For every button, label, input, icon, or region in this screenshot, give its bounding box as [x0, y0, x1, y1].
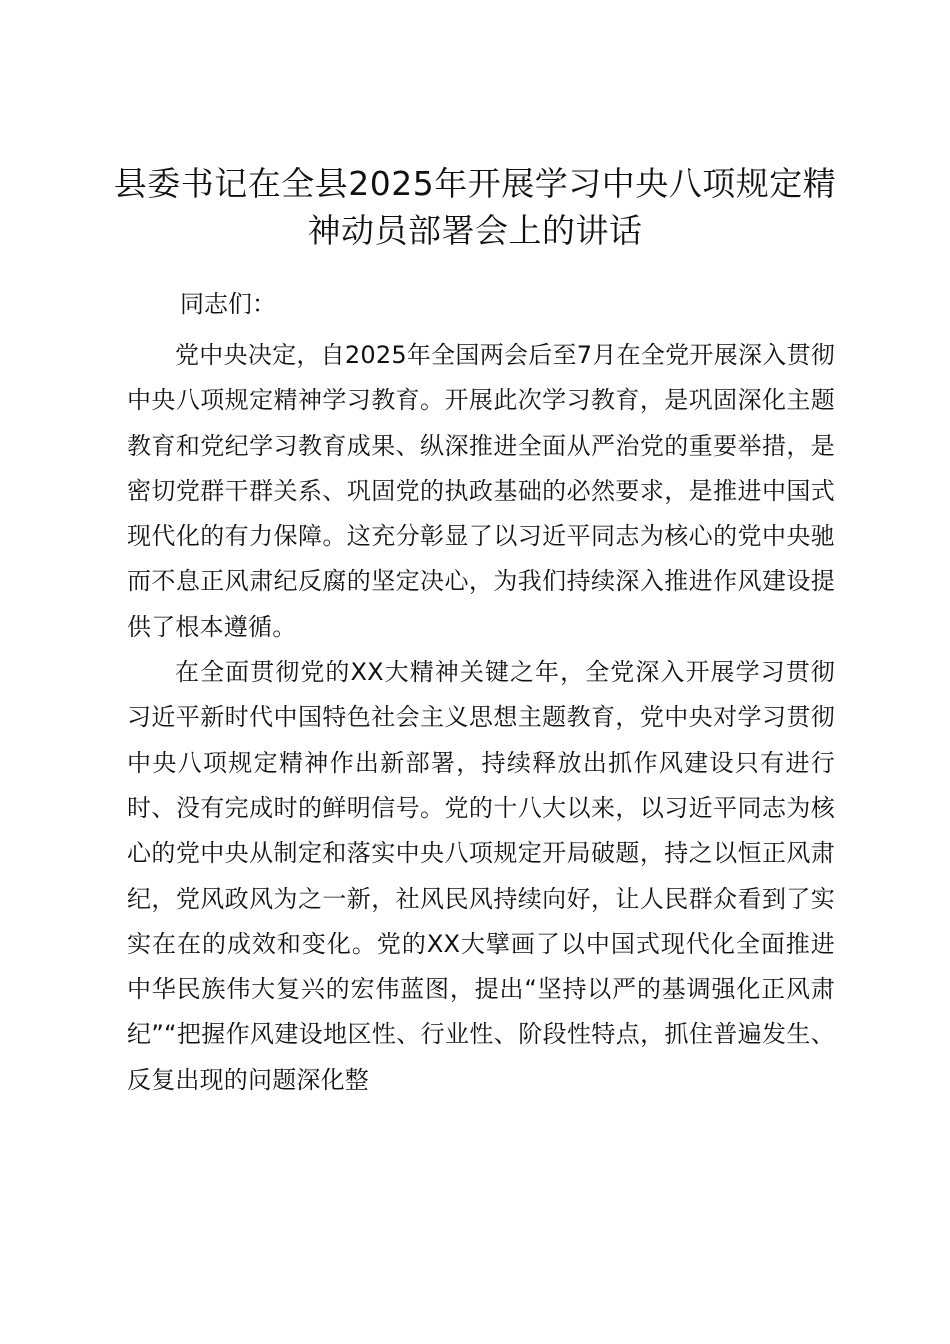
paragraph-1: 党中央决定，自2025年全国两会后至7月在全党开展深入贯彻中央八项规定精神学习教育。开展此次学习教育，是巩固深化主题教育和党纪学习教育成果、纵深推进全面从严治党的重要举措，是密切党群干群关系、巩固党的执政基础的必然要求，是推进中国式现代化的有力保障。这充分彰显了以习近平同志为核心的党中央驰而不息正风肃纪反腐的坚定决心，为我们持续深入推进作风建设提供了根本遵循。: [127, 341, 835, 641]
document-title: 县委书记在全县2025年开展学习中央八项规定精神动员部署会上的讲话: [113, 164, 837, 250]
salutation: 同志们：: [180, 290, 276, 318]
document-body: [127, 333, 835, 1103]
paragraph-2: 在全面贯彻党的XX大精神关键之年，全党深入开展学习贯彻习近平新时代中国特色社会主义思想主题教育，党中央对学习贯彻中央八项规定精神作出新部署，持续释放出抓作风建设只有进行时、没有完成时的鲜明信号。党的十八大以来，以习近平同志为核心的党中央从制定和落实中央八项规定开局破题，持之以恒正风肃纪，党风政风为之一新，社风民风持续向好，让人民群众看到了实实在在的成效和变化。党的XX大擘画了以中国式现代化全面推进中华民族伟大复兴的宏伟蓝图，提出“坚持以严的基调强化正风肃纪”“把握作风建设地区性、行业性、阶段性特点，抓住普遍发生、反复出现的问题深化整: [127, 658, 835, 1094]
